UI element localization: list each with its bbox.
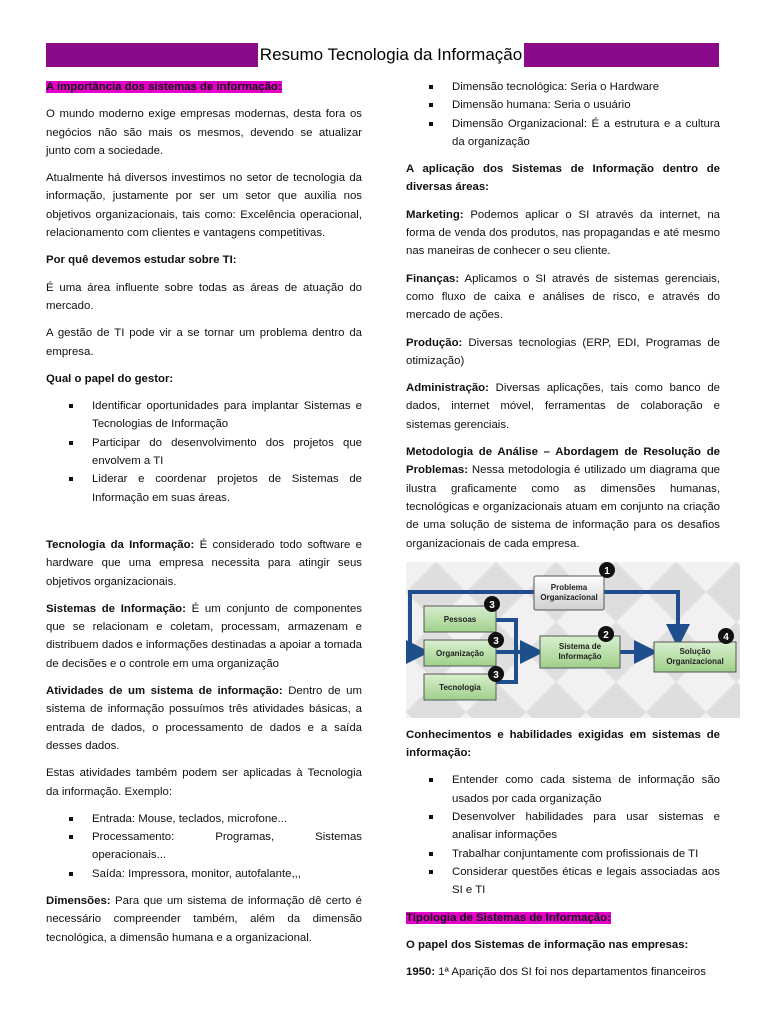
badge-1 (599, 562, 615, 578)
label-financas: Finanças: (406, 272, 460, 285)
paragraph-financas: Finanças: Aplicamos o SI através de sistemas gerenciais, como fluxo de caixa e análises de risco, e através do mercado de ações. (406, 272, 720, 322)
dimensoes-list (406, 78, 720, 151)
diagram-label: Solução (679, 646, 711, 656)
paragraph-marketing: Marketing: Podemos aplicar o SI através da internet, na forma de venda dos produtos, nas propagandas e até mesmo nas maneiras de conhecer o seu cliente. (406, 208, 720, 258)
label-si: Sistemas de Informação: (46, 602, 186, 615)
badge-3 (488, 632, 504, 648)
label-1950: 1950: (406, 966, 436, 979)
diagram-label: Problema (550, 582, 588, 592)
heading-importancia: A importância dos sistemas de informação: (46, 81, 282, 93)
svg-text:3: 3 (493, 669, 499, 681)
page-title: Resumo Tecnologia da Informação (258, 43, 524, 67)
list-item: Saída: Impressora, monitor, autofalante,,, (46, 865, 362, 883)
label-dimensoes: Dimensões: (46, 894, 111, 907)
svg-text:2: 2 (603, 629, 609, 641)
list-item: Dimensão humana: Seria o usuário (406, 96, 720, 114)
paragraph-investimentos: Atualmente há diversos investimos no setor de tecnologia da informação, justamente por ser um setor que auxilia nos objetivos organizacionais, tais como: Excelência operacional, relacionamento com clientes e vantagens competitivas. (46, 172, 362, 240)
list-item: Participar do desenvolvimento dos projetos que envolvem a TI (46, 434, 362, 471)
heading-aplicacao: A aplicação dos Sistemas de Informação dentro de diversas áreas: (406, 163, 720, 194)
label-marketing: Marketing: (406, 208, 464, 221)
list-item: Identificar oportunidades para implantar Sistemas e Tecnologias de Informação (46, 397, 362, 434)
heading-gestor: Qual o papel do gestor: (46, 372, 174, 385)
list-item: Processamento: Programas, Sistemas operacionais... (46, 828, 362, 865)
heading-tipologia: Tipologia de Sistemas de Informação: (406, 911, 611, 924)
paragraph-si: Sistemas de Informação: É um conjunto de componentes que se relacionam e coletam, processam, armazenam e distribuem dados e informações destinadas a apoiar a tomada de decisões e o controle em uma organização (46, 602, 362, 670)
heading-papel: O papel dos Sistemas de informação nas empresas: (406, 938, 689, 951)
heading-conhecimentos: Conhecimentos e habilidades exigidas em sistemas de informação: (406, 728, 720, 760)
paragraph-dimensoes: Dimensões: Para que um sistema de informação dê certo é necessário compreender também, além da dimensão tecnológica, a dimensão humana e a organizacional. (46, 894, 362, 944)
diagram-label: Tecnologia (439, 682, 481, 692)
gestor-list (46, 397, 362, 507)
badge-3 (484, 596, 500, 612)
methodology-diagram (406, 562, 740, 718)
paragraph-atividades: Atividades de um sistema de informação: Dentro de um sistema de informação possuímos três atividades básicas, a entrada de dados, o processamento de dados e a saída desses dados. (46, 685, 362, 752)
paragraph-mundo: O mundo moderno exige empresas modernas, desta fora os negócios não são mais os mesmos, devendo se atualizar junto com a sociedade. (46, 108, 362, 157)
diagram-label: Organizacional (666, 656, 724, 666)
svg-text:3: 3 (493, 635, 499, 647)
label-atividades: Atividades de um sistema de informação: (46, 685, 283, 698)
list-item: Entrada: Mouse, teclados, microfone... (46, 810, 362, 828)
list-item: Dimensão tecnológica: Seria o Hardware (406, 78, 720, 96)
diagram-label: Organizacional (540, 592, 598, 602)
badge-2 (598, 626, 614, 642)
diagram-svg (406, 562, 740, 718)
conhecimentos-list (406, 771, 720, 899)
paragraph-metodologia: Metodologia de Análise – Abordagem de Resolução de Problemas: Nessa metodologia é utilizado um diagrama que ilustra graficamente como as dimensões humanas, tecnológicas e organizacionais atuam em conjunto na criação de uma solução de sistema de informação para os desafios organizacionais de cada empresa. (406, 446, 720, 550)
paragraph-administracao: Administração: Diversas aplicações, tais como banco de dados, internet móvel, ferramentas de colaboração e sistemas gerenciais. (406, 382, 720, 431)
list-item: Liderar e coordenar projetos de Sistemas de Informação em suas áreas. (46, 470, 362, 507)
badge-4 (718, 628, 734, 644)
heading-porque: Por quê devemos estudar sobre TI: (46, 254, 237, 267)
list-item: Entender como cada sistema de informação são usados por cada organização (406, 771, 720, 808)
label-ti: Tecnologia da Informação: (46, 538, 195, 551)
diagram-label: Informação (558, 651, 602, 661)
list-item: Desenvolver habilidades para usar sistemas e analisar informações (406, 808, 720, 845)
list-item: Trabalhar conjuntamente com profissionais de TI (406, 845, 720, 863)
exemplo-list (46, 810, 362, 883)
label-administracao: Administração: (406, 382, 489, 395)
svg-text:3: 3 (489, 599, 495, 611)
paragraph-ti: Tecnologia da Informação: É considerado todo software e hardware que uma empresa necessita para atingir seus objetivos organizacionais. (46, 538, 362, 588)
left-column (46, 78, 362, 956)
paragraph-gestao-ti: A gestão de TI pode vir a se tornar um problema dentro da empresa. (46, 327, 362, 358)
list-item: Dimensão Organizacional: É a estrutura e a cultura da organização (406, 115, 720, 152)
right-column (406, 78, 729, 990)
paragraph-producao: Produção: Diversas tecnologias (ERP, EDI, Programas de otimização) (406, 336, 720, 367)
badge-3 (488, 666, 504, 682)
paragraph-area-influente: É uma área influente sobre todas as áreas de atuação do mercado. (46, 281, 362, 312)
paragraph-estas: Estas atividades também podem ser aplicadas à Tecnologia da informação. Exemplo: (46, 767, 362, 798)
diagram-label: Organização (435, 648, 485, 658)
diagram-label: Pessoas (443, 614, 477, 624)
list-item: Considerar questões éticas e legais associadas aos SI e TI (406, 863, 720, 900)
paragraph-1950: 1950: 1ª Aparição dos SI foi nos departamentos financeiros (406, 966, 706, 979)
svg-text:4: 4 (723, 631, 729, 643)
svg-text:1: 1 (604, 565, 610, 577)
diagram-label: Sistema de (558, 641, 602, 651)
label-metodologia: Metodologia de Análise – Abordagem de Resolução de Problemas: (406, 446, 720, 477)
label-producao: Produção: (406, 336, 463, 349)
